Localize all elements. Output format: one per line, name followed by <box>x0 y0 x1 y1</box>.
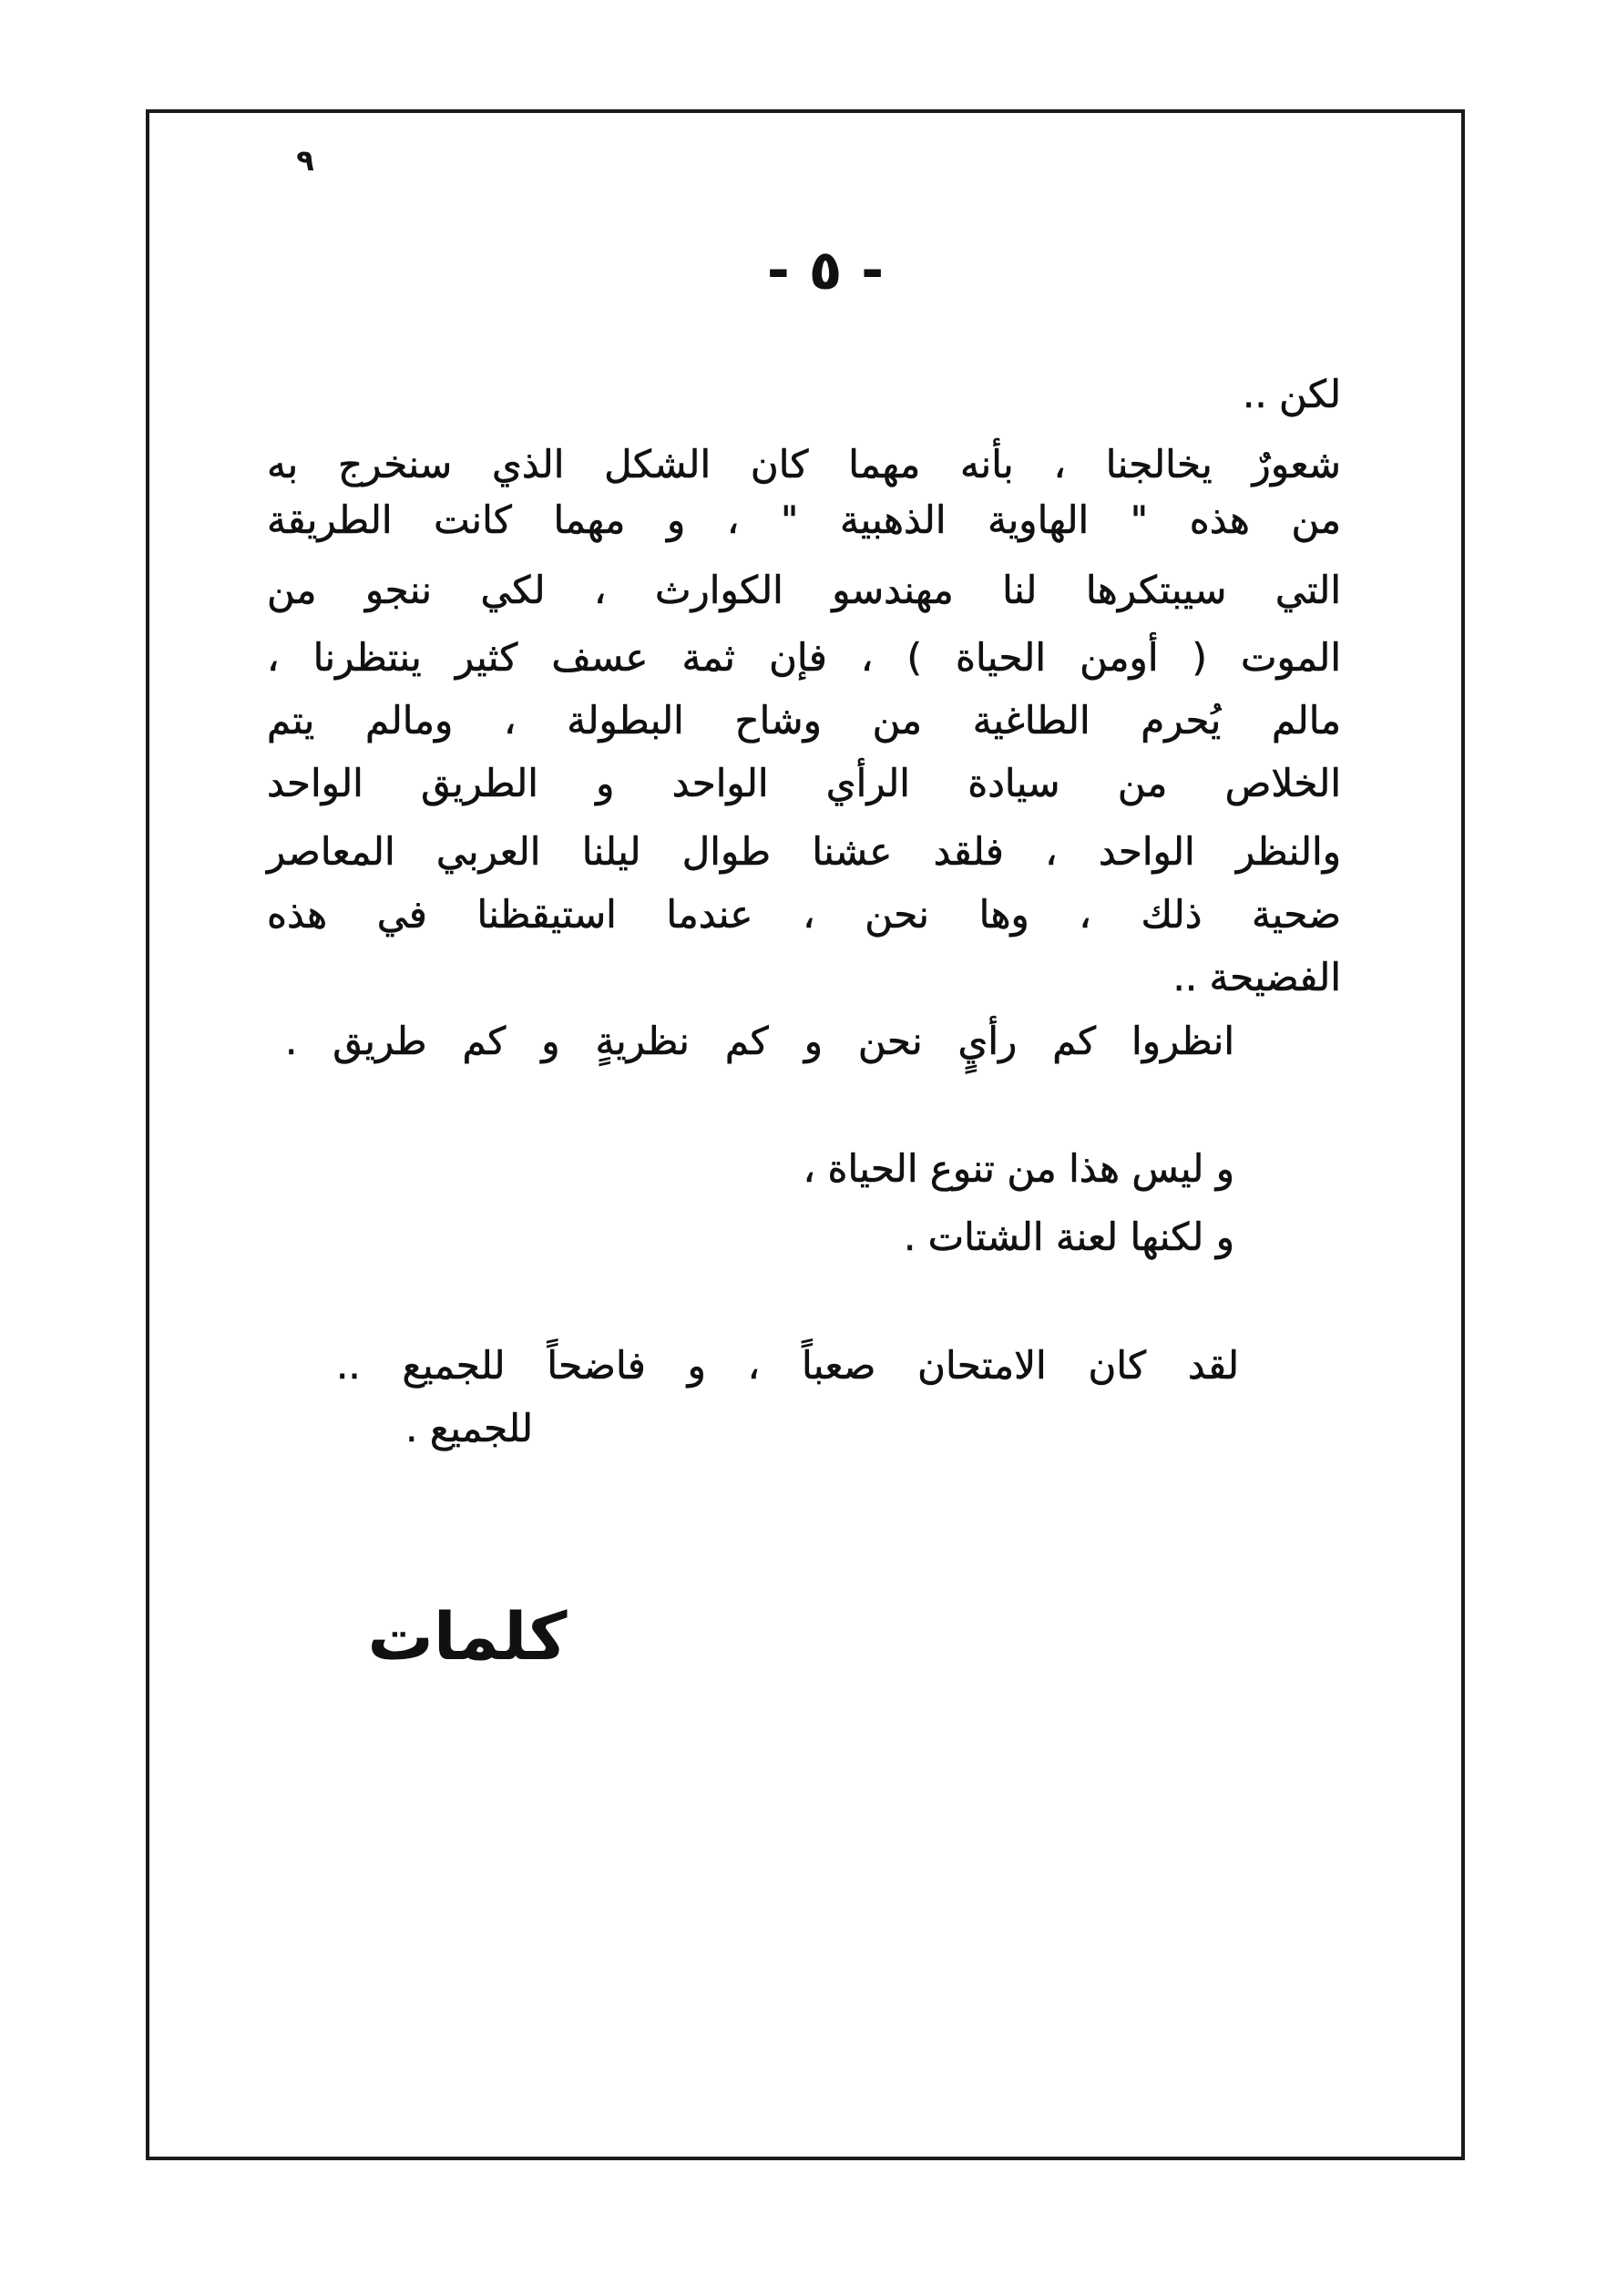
paragraph-line: ضحية ذلك ، وها نحن ، عندما استيقظنا في هذه <box>267 892 1341 937</box>
paragraph-line: والنظر الواحد ، فلقد عشنا طوال ليلنا العربي المعاصر <box>267 829 1341 874</box>
verse-line: و ليس هذا من تنوع الحياة ، <box>803 1146 1234 1191</box>
paragraph-line: الخلاص من سيادة الرأي الواحد و الطريق الواحد <box>267 761 1341 805</box>
paragraph-line: التي سيبتكرها لنا مهندسو الكوارث ، لكي ننجو من <box>267 568 1341 612</box>
look-line: انظروا كم رأيٍ نحن و كم نظريةٍ و كم طريق . <box>285 1019 1234 1063</box>
paragraph-line: الموت ( أومن الحياة ) ، فإن ثمة عسف كثير ينتظرنا ، <box>267 635 1341 680</box>
page-number: - ٥ - <box>766 239 885 302</box>
paragraph-line: شعورٌ يخالجنا ، بأنه مهما كان الشكل الذي سنخرج به <box>267 442 1341 487</box>
corner-page-mark: ٩ <box>296 143 314 178</box>
paragraph-line: لكن .. <box>1242 372 1341 416</box>
section-heading: كلمات <box>367 1598 568 1675</box>
closing-line: لقد كان الامتحان صعباً ، و فاضحاً للجميع .. <box>336 1343 1239 1388</box>
verse-line: و لكنها لعنة الشتات . <box>903 1215 1234 1259</box>
paragraph-line: من هذه " الهاوية الذهبية " ، و مهما كانت الطريقة <box>267 497 1341 542</box>
paragraph-line: مالم يُحرم الطاغية من وشاح البطولة ، ومالم يتم <box>267 698 1341 743</box>
paragraph-line: الفضيحة .. <box>1172 955 1341 999</box>
closing-line: للجميع . <box>405 1406 533 1450</box>
